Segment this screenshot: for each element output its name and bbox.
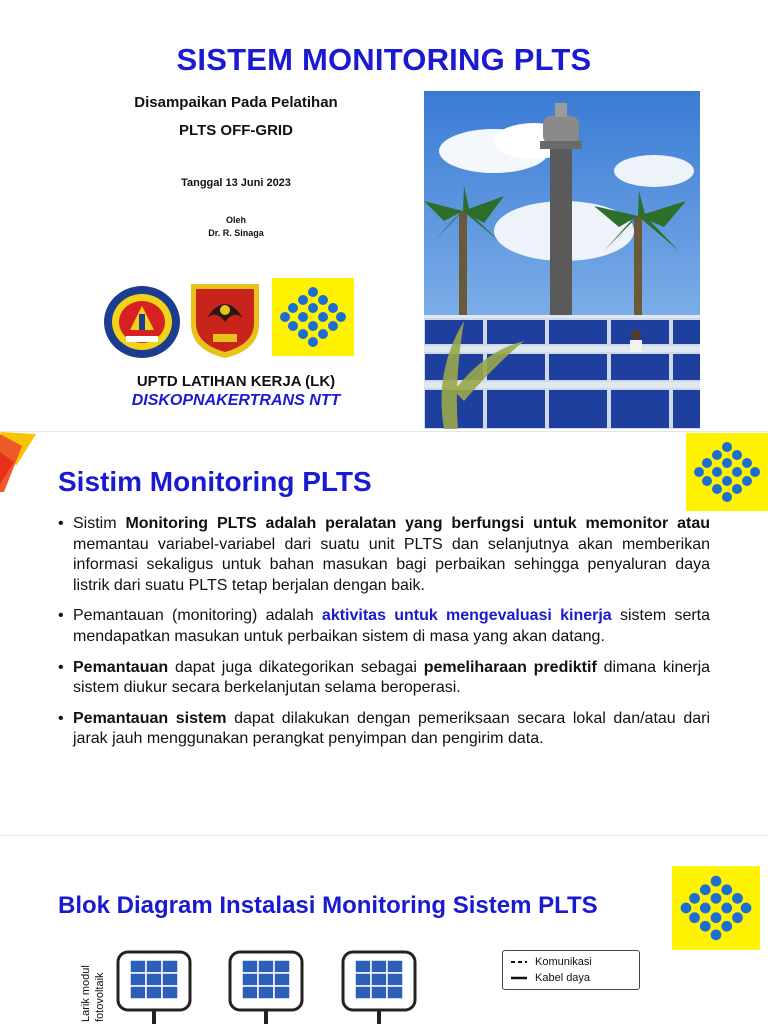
pv-module-icon [341,950,417,1024]
content-slide [0,432,768,836]
corner-decoration [0,432,40,496]
kemnaker-logo [672,866,760,950]
presentation-date: Tanggal 13 Juni 2023 [181,177,291,189]
legend-item-communication: Komunikasi [511,955,592,969]
title-slide [0,0,768,432]
list-item: • Pemantauan dapat juga dikategorikan sebagai pemeliharaan prediktif dimana kinerja sistem diukur secara berkelanjutan selama beroperasi. [58,658,710,699]
bullet-list [58,514,710,760]
ntt-province-emblem [187,280,263,360]
pv-module-icon [228,950,304,1024]
kemnaker-logo [272,278,354,356]
list-item: • Pemantauan sistem dapat dilakukan dengan pemeriksaan secara lokal dan/atau dari jarak jauh menggunakan perangkat penyimpan dan pengirim data. [58,709,710,750]
organization-name: UPTD LATIHAN KERJA (LK) [136,373,336,390]
pv-module-icon [116,950,192,1024]
kemnaker-logo [686,432,768,512]
legend-item-power-cable: Kabel daya [511,971,590,985]
subtitle-line2: PLTS OFF-GRID [179,122,293,139]
slide-title: Blok Diagram Instalasi Monitoring Sistem PLTS [58,892,598,919]
solid-line-icon [511,976,527,980]
by-label: Oleh [225,215,246,225]
diagram-legend [502,950,640,990]
pv-array-label: Larik modul fotovoltaik [80,965,106,1022]
presenter-name: Dr. R. Sinaga [208,228,264,238]
diagram-slide [0,836,768,1024]
list-item: • Pemantauan (monitoring) adalah aktivitas untuk mengevaluasi kinerja sistem serta mendapatkan masukan untuk perbaikan sistem di masa yang akan datang. [58,606,710,647]
list-item: • Sistim Monitoring PLTS adalah peralatan yang berfungsi untuk memonitor atau memantau variabel-variabel dari suatu unit PLTS dan selanjutnya akan memberikan informasi sekaligus untuk bahan masukan bagi perbaikan sehingga penyaluran daya listrik dari suatu PLTS tetap berjalan dengan baik. [58,514,710,596]
organization-subname: DISKOPNAKERTRANS NTT [131,392,341,409]
dashed-line-icon [511,960,527,964]
solar-park-photo [424,91,700,429]
slide-title: Sistim Monitoring PLTS [58,466,372,497]
subtitle-line1: Disampaikan Pada Pelatihan [134,94,338,111]
politeknik-negeri-kupang-logo [102,284,182,360]
slide-title: SISTEM MONITORING PLTS [176,42,592,77]
